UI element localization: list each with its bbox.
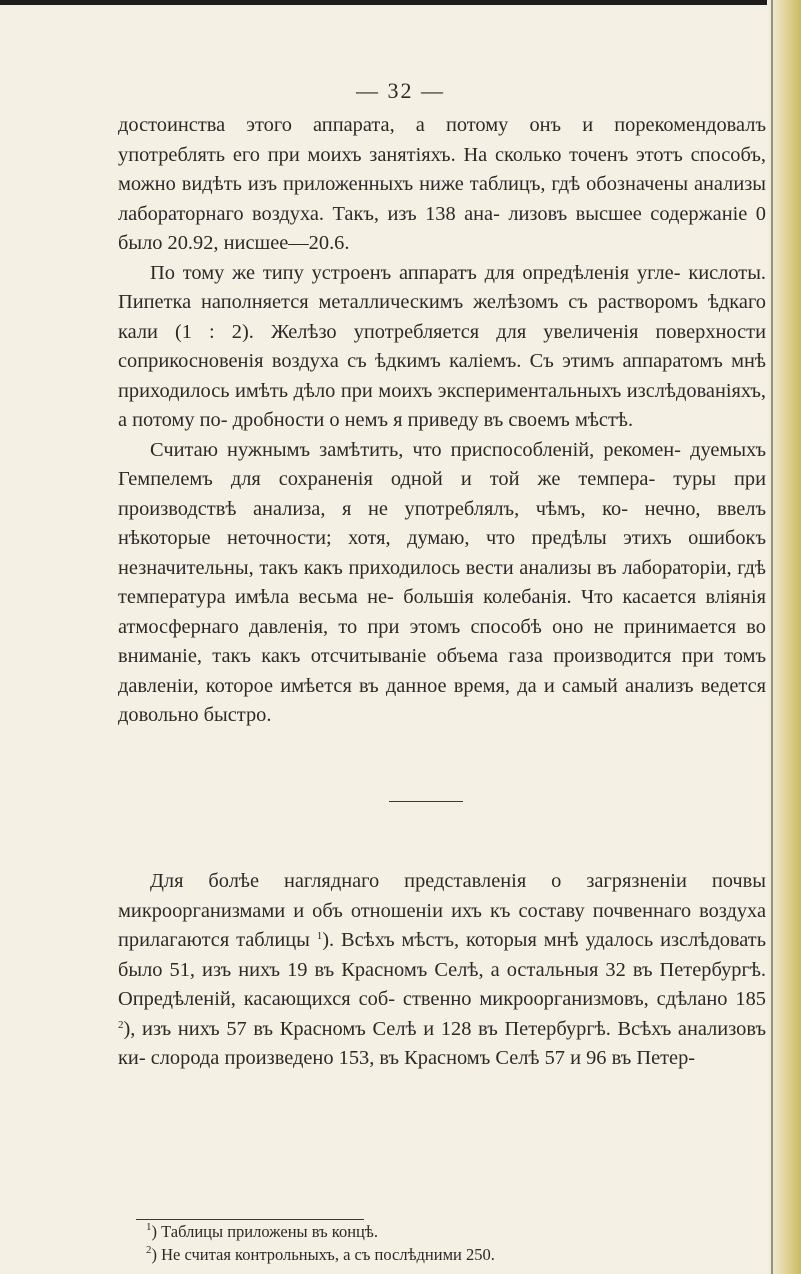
section-separator [389, 801, 463, 802]
footnote-1-text: ) Таблицы приложены въ концѣ. [151, 1222, 378, 1241]
footnotes [146, 1220, 746, 1266]
paragraph-4 [118, 867, 766, 1074]
footnote-ref-1: 1 [316, 930, 323, 942]
bottom-text-block [118, 867, 766, 1074]
page-edge-line [771, 0, 773, 1274]
paragraph-3: Считаю нужнымъ замѣтить, что приспособленій, рекомен- дуемыхъ Гемпелемъ для сохраненія одной и той же темпера- туры при производствѣ анализа, я не употреблялъ, чѣмъ, ко- нечно, ввелъ нѣкоторые неточности; хотя, думаю, что предѣлы этихъ ошибокъ незначительны, такъ какъ приходилось вести анализы въ лабораторіи, гдѣ температура имѣла весьма не- большія колебанія. Что касается вліянія атмосфернаго давленія, то при этомъ способѣ оно не принимается во вниманіе, такъ какъ отсчитываніе объема газа производится при томъ давленіи, которое имѣется въ данное время, да и самый анализъ ведется довольно быстро. [118, 438, 766, 726]
paragraph-1: достоинства этого аппарата, а потому онъ и порекомендовалъ употреблять его при моихъ занятіяхъ. На сколько точенъ этотъ способъ, можно видѣть изъ приложенныхъ ниже таблицъ, гдѣ обозначены анализы лабораторнаго воздуха. Такъ, изъ 138 ана- лизовъ высшее содержаніе 0 было 20.92, нисшее—20.6. [118, 114, 766, 254]
top-dark-strip [0, 0, 801, 5]
footnote-2-mark: 2 [146, 1244, 152, 1256]
paragraph-4-part1: Для болѣе нагляднаго представленія о загрязненіи почвы микроорганизмами и объ отношеніи ихъ къ составу почвеннаго воздуха прилагаются таблицы [118, 870, 766, 951]
footnote-1-mark: 1 [146, 1221, 152, 1233]
paragraph-2: По тому же типу устроенъ аппаратъ для опредѣленія угле- кислоты. Пипетка наполняется металлическимъ желѣзомъ съ растворомъ ѣдкаго кали (1 : 2). Желѣзо употребляется для увеличенія поверхности соприкосновенія воздуха съ ѣдкимъ каліемъ. Съ этимъ аппаратомъ мнѣ приходилось имѣть дѣло при моихъ экспериментальныхъ изслѣдованіяхъ, а потому по- дробности о немъ я приведу въ своемъ мѣстѣ. [118, 261, 766, 431]
footnote-ref-2: 2 [118, 1018, 124, 1031]
footnote-1 [146, 1220, 746, 1243]
paragraph-4-part2: ). Всѣхъ мѣстъ, которыя мнѣ удалось изслѣдовать было 51, изъ нихъ 19 въ Красномъ Селѣ, а остальныя 32 въ Петербургѣ. Опредѣленій, касающихся соб- ственно микроорганизмовъ, сдѣлано 185 [118, 929, 767, 1010]
paragraph-4-part3: ), изъ нихъ 57 въ Красномъ Селѣ и 128 въ Петербургѣ. Всѣхъ анализовъ ки- слорода произведено 153, въ Красномъ Селѣ 57 и 96 въ Петер- [118, 1017, 766, 1069]
footnote-2-text: ) Не считая контрольныхъ, а съ послѣдними 250. [151, 1245, 495, 1264]
footnote-2 [146, 1243, 746, 1266]
top-text-block [118, 111, 766, 731]
page-number: — 32 — [356, 78, 445, 103]
